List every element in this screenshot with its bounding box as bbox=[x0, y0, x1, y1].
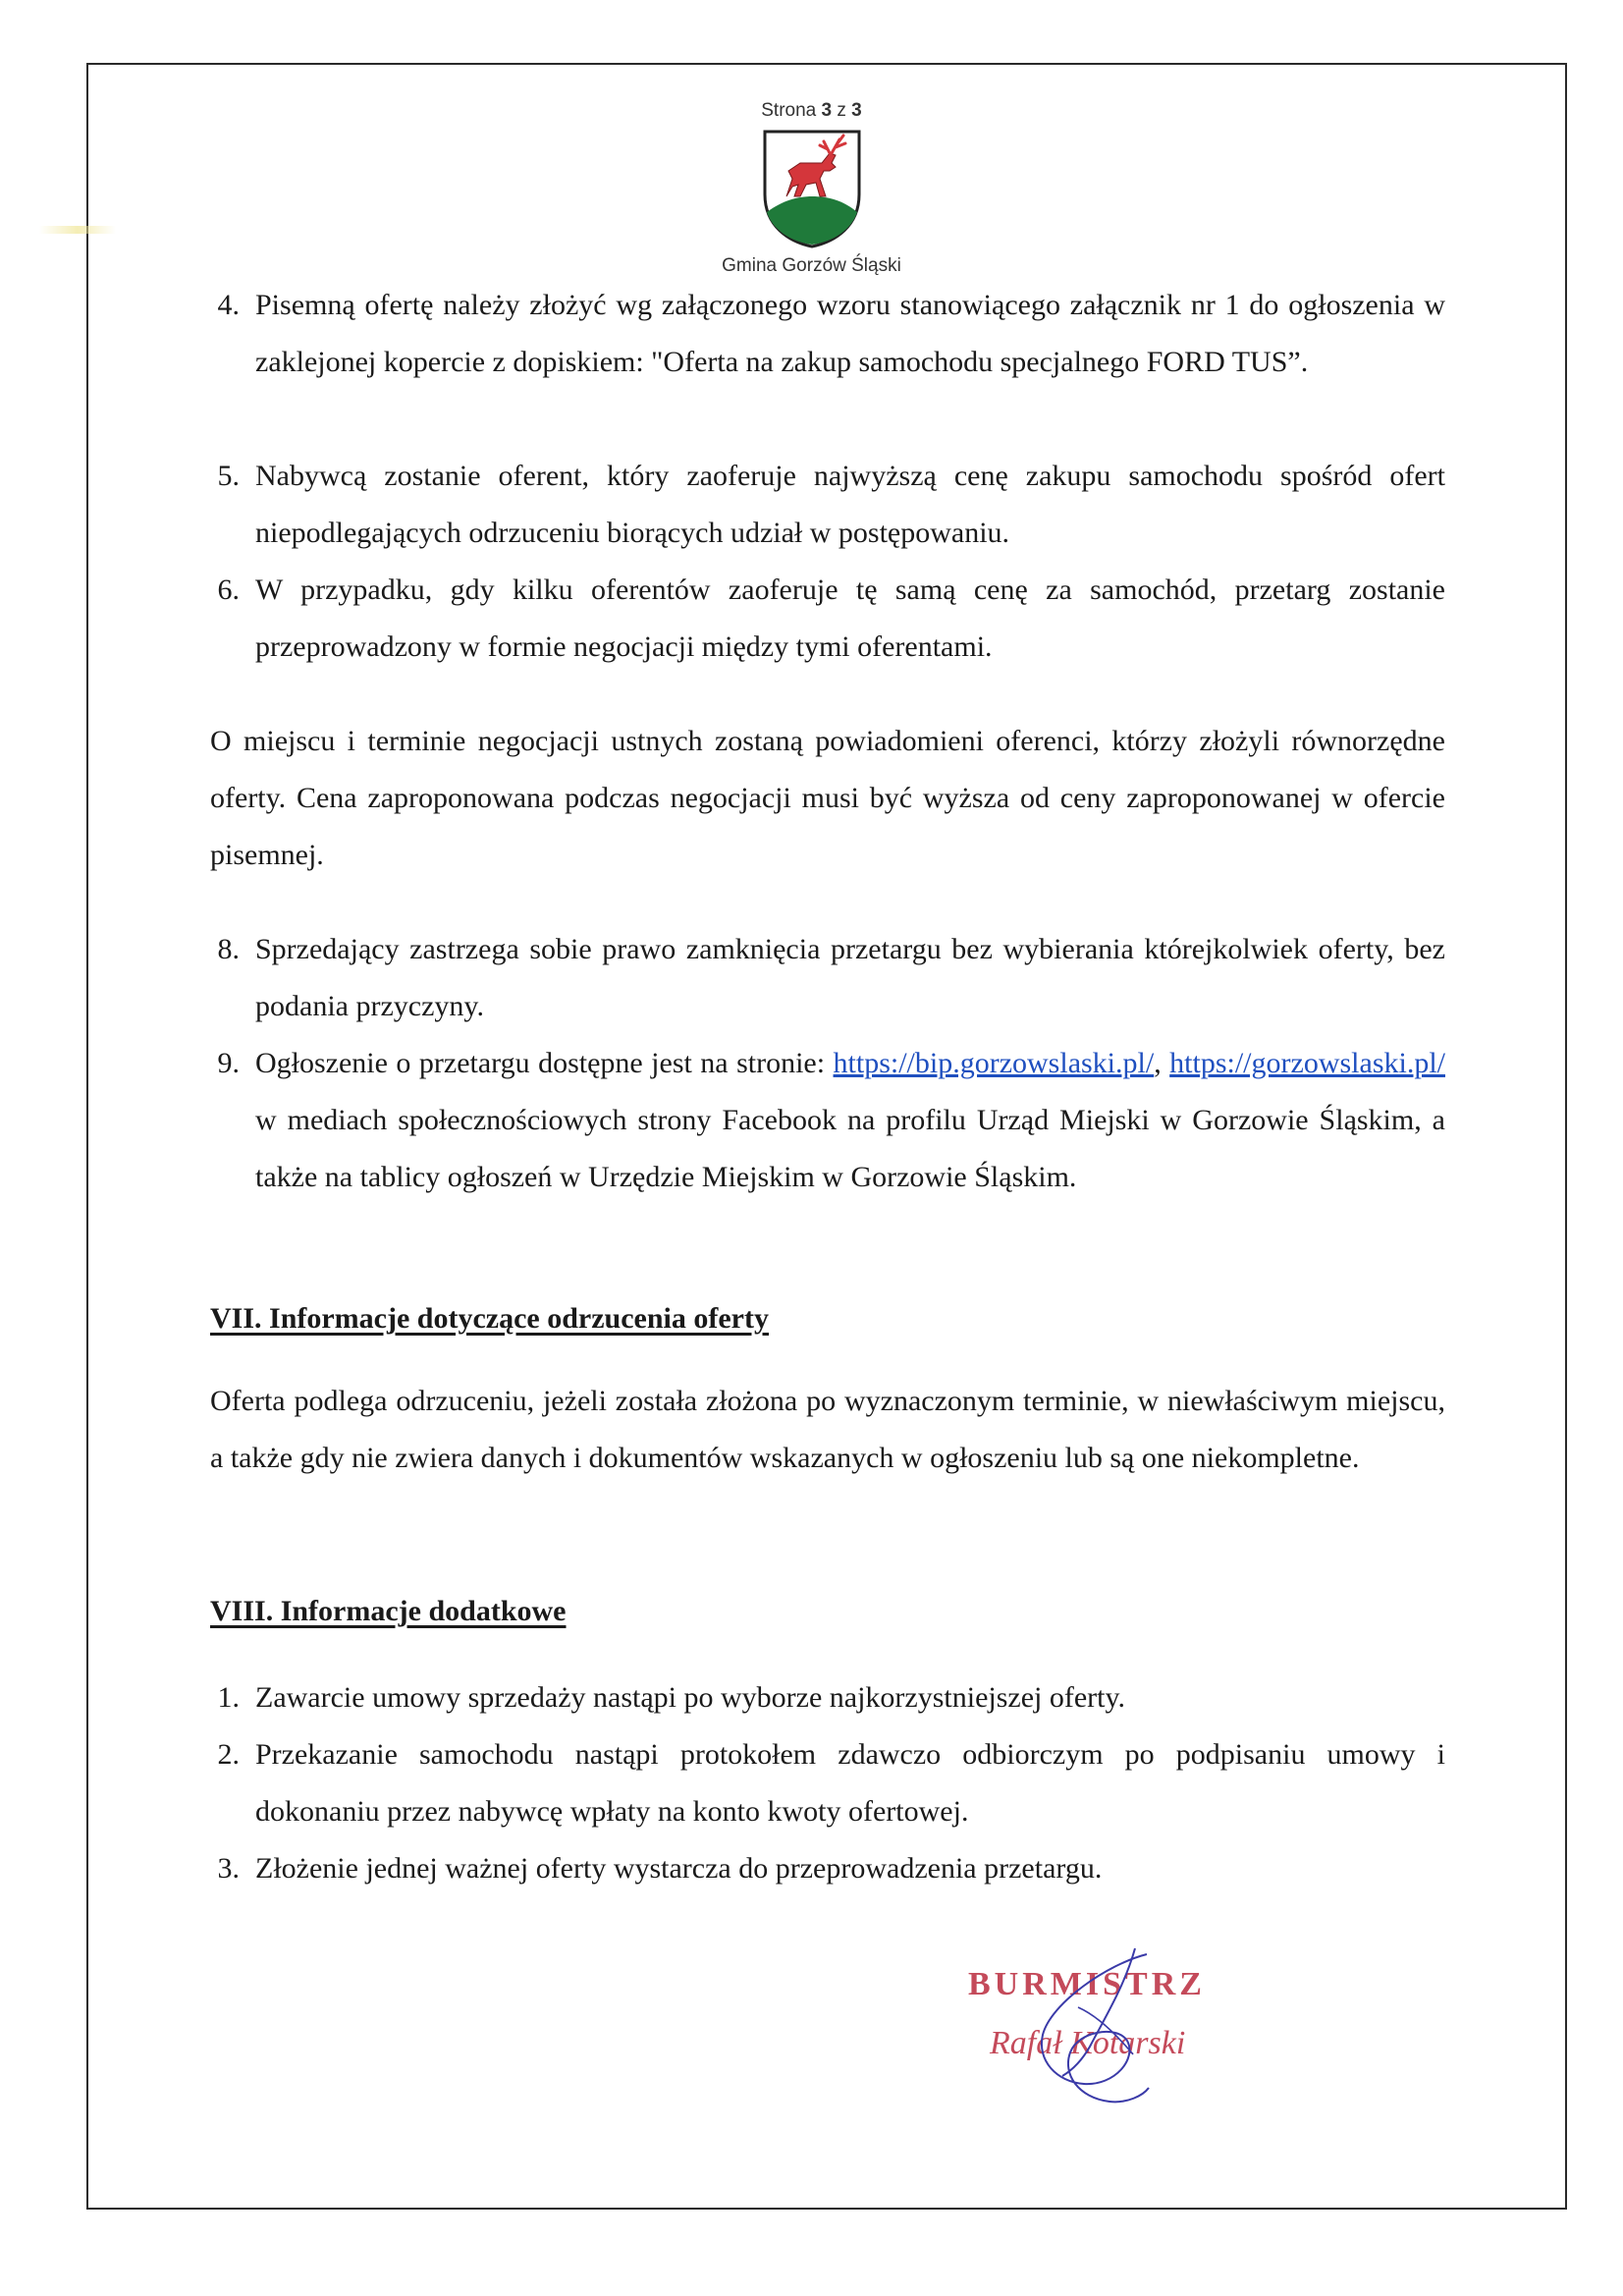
list-item bbox=[217, 277, 1445, 391]
list-item-comma: , bbox=[1154, 1047, 1162, 1079]
list-item-text: w mediach społecznościowych strony Facebook na profilu Urząd Miejski w Gorzowie Śląskim, a także na tablicy ogłoszeń w Urzędzie Miejskim w Gorzowie Śląskim. bbox=[255, 1104, 1445, 1193]
page-counter-total: 3 bbox=[851, 100, 862, 121]
list-item-number: 3. bbox=[217, 1852, 240, 1885]
page-header bbox=[0, 98, 1623, 277]
list-item-text: Nabywcą zostanie oferent, który zaoferuje najwyższą cenę zakupu samochodu spośród ofert niepodlegających odrzuceniu biorących udział w postępowaniu. bbox=[255, 460, 1445, 549]
list-item-text: Pisemną ofertę należy złożyć wg załączonego wzoru stanowiącego załącznik nr 1 do ogłoszenia w zaklejonej kopercie z dopiskiem: "Oferta na zakup samochodu specjalnego FORD TUS”. bbox=[255, 289, 1445, 378]
list-item-number: 2. bbox=[217, 1738, 240, 1771]
gorzow-website-link[interactable]: https://gorzowslaski.pl/ bbox=[1169, 1047, 1445, 1079]
list-item bbox=[217, 1726, 1445, 1840]
negotiation-paragraph: O miejscu i terminie negocjacji ustnych zostaną powiadomieni oferenci, którzy złożyli równorzędne oferty. Cena zaproponowana podczas negocjacji musi być wyższa od ceny zaproponowanej w ofercie pisemnej. bbox=[210, 725, 1445, 871]
list-item-text: Zawarcie umowy sprzedaży nastąpi po wyborze najkorzystniejszej oferty. bbox=[255, 1681, 1126, 1714]
rejection-paragraph: Oferta podlega odrzuceniu, jeżeli została złożona po wyznaczonym terminie, w niewłaściwym miejscu, a także gdy nie zwiera danych i dokumentów wskazanych w ogłoszeniu lub są one niekompletne. bbox=[210, 1385, 1445, 1474]
stamp-name: Rafał Kotarski bbox=[990, 2025, 1186, 2061]
list-item bbox=[217, 921, 1445, 1035]
list-item-number: 9. bbox=[217, 1047, 240, 1079]
page-counter bbox=[0, 98, 1623, 124]
handwritten-signature-icon bbox=[960, 1944, 1294, 2121]
mayor-signature-stamp bbox=[960, 1944, 1294, 2121]
bip-website-link[interactable]: https://bip.gorzowslaski.pl/ bbox=[833, 1047, 1155, 1079]
municipality-name: Gmina Gorzów Śląski bbox=[722, 255, 901, 276]
list-item-text: Ogłoszenie o przetargu dostępne jest na stronie: bbox=[255, 1047, 834, 1079]
list-item-text: W przypadku, gdy kilku oferentów zaoferuje tę samą cenę za samochód, przetarg zostanie przeprowadzony w formie negocjacji między tymi oferentami. bbox=[255, 574, 1445, 663]
list-item-text: Przekazanie samochodu nastąpi protokołem zdawczo odbiorczym po podpisaniu umowy i dokonaniu przez nabywcę wpłaty na konto kwoty ofertowej. bbox=[255, 1738, 1445, 1828]
municipal-coat-of-arms-icon bbox=[761, 128, 863, 249]
page-counter-prefix: Strona bbox=[761, 100, 817, 121]
list-item bbox=[217, 1840, 1445, 1897]
section-heading-additional-info: VIII. Informacje dodatkowe bbox=[210, 1595, 567, 1627]
list-item bbox=[217, 448, 1445, 562]
list-item bbox=[217, 1669, 1445, 1726]
list-item-text: Sprzedający zastrzega sobie prawo zamknięcia przetargu bez wybierania którejkolwiek oferty, bez podania przyczyny. bbox=[255, 933, 1445, 1022]
list-item-number: 4. bbox=[217, 289, 240, 321]
list-item-number: 6. bbox=[217, 574, 240, 606]
list-item-text: Złożenie jednej ważnej oferty wystarcza do przeprowadzenia przetargu. bbox=[255, 1852, 1103, 1885]
section-heading-rejection: VII. Informacje dotyczące odrzucenia oferty bbox=[210, 1302, 769, 1335]
list-item bbox=[217, 1035, 1445, 1206]
stamp-title: BURMISTRZ bbox=[968, 1966, 1206, 2002]
list-item-number: 5. bbox=[217, 460, 240, 492]
page-counter-separator: z bbox=[837, 100, 846, 121]
list-item bbox=[217, 562, 1445, 676]
list-item-number: 8. bbox=[217, 933, 240, 965]
page-counter-current: 3 bbox=[821, 100, 833, 121]
list-item-number: 1. bbox=[217, 1681, 240, 1714]
